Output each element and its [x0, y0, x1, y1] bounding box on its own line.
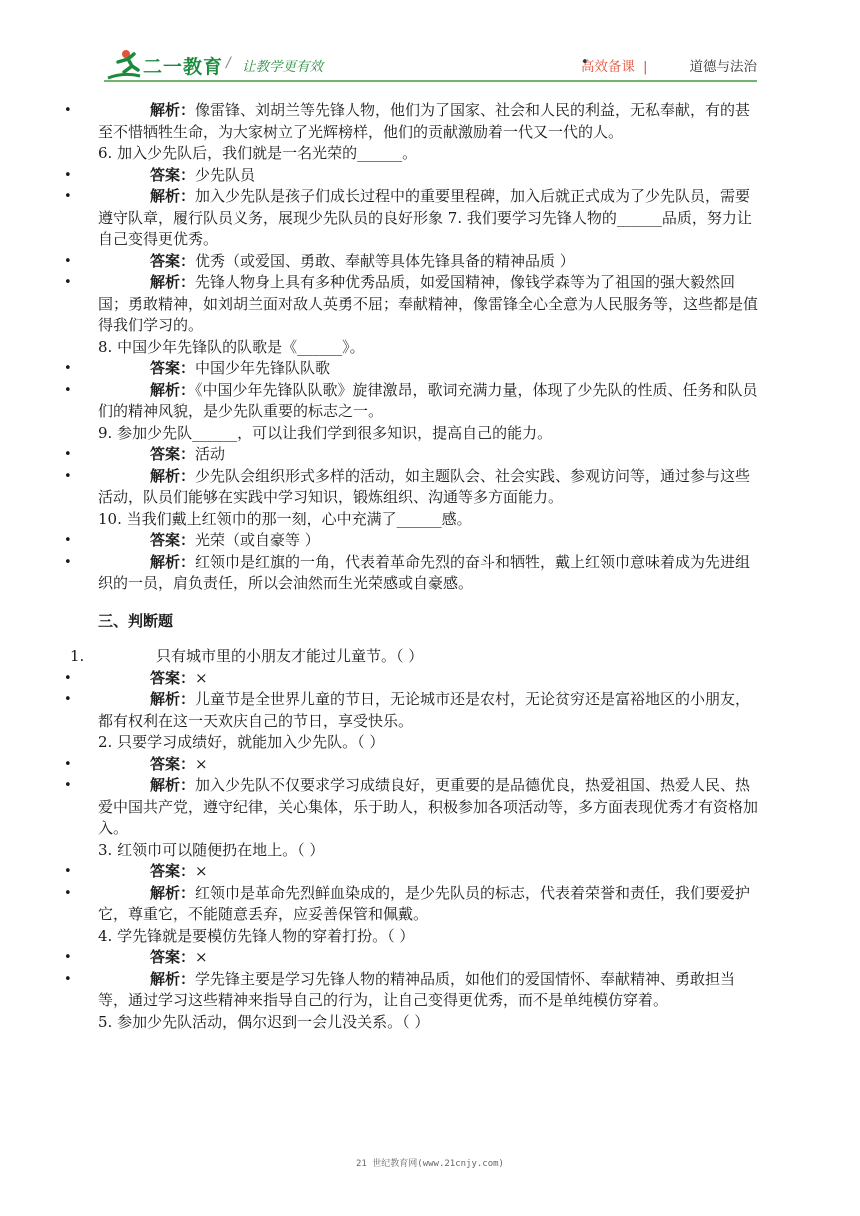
question-item: 9. 参加少先队______，可以让我们学到很多知识，提高自己的能力。	[98, 423, 553, 442]
item-text: ×	[195, 862, 208, 880]
analysis-item	[64, 100, 764, 143]
question-item: 5. 参加少先队活动，偶尔迟到一会儿没关系。（ ）	[98, 1012, 430, 1031]
analysis-item	[64, 272, 764, 337]
question-item: 6. 加入少先队后，我们就是一名光荣的______。	[98, 144, 418, 162]
answer-item	[64, 444, 764, 466]
slogan-separator: /	[226, 55, 231, 71]
item-label: 解析：	[150, 969, 196, 988]
item-text: 儿童节是全世界儿童的节日，无论城市还是农村，无论贫穷还是富裕地区的小朋友，都有权利在这一天欢庆自己的节日，享受快乐。	[98, 690, 751, 730]
item-text: 红领巾是红旗的一角，代表着革命先烈的奋斗和牺牲，戴上红领巾意味着成为先进组织的一员，肩负责任，所以会油然而生光荣感或自豪感。	[98, 552, 751, 592]
item-text: 先锋人物身上具有多种优秀品质，如爱国精神，像钱学森等为了祖国的强大毅然回国；勇敢精神，如刘胡兰面对敌人英勇不屈；奉献精神，像雷锋全心全意为人民服务等，这些都是值得我们学习的。	[98, 273, 759, 334]
document-body	[64, 100, 764, 1033]
item-text: 优秀（或爱国、勇敢、奉献等具体先锋具备的精神品质 ）	[195, 251, 575, 270]
item-text: ×	[195, 754, 208, 773]
analysis-item	[64, 689, 764, 732]
item-label: 解析：	[150, 273, 196, 291]
item-text: ×	[195, 948, 208, 966]
question-item	[64, 646, 764, 668]
slogan: 让教学更有效	[242, 59, 323, 75]
item-text: ×	[195, 668, 208, 687]
question-number: 1.	[70, 647, 85, 665]
item-text: 《中国少年先锋队队歌》旋律激昂，歌词充满力量，体现了少先队的性质、任务和队员们的精神风貌，是少先队重要的标志之一。	[98, 380, 758, 420]
item-text: 加入少先队是孩子们成长过程中的重要里程碑，加入后就正式成为了少先队员，需要遵守队章，履行队员义务，展现少先队员的良好形象 7. 我们要学习先锋人物的______品质，努力让自己变得更优秀。	[98, 187, 752, 248]
item-text: 学先锋主要是学习先锋人物的精神品质，如他们的爱国情怀、奉献精神、勇敢担当等，通过学习这些精神来指导自己的行为，让自己变得更优秀，而不是单纯模仿穿着。	[98, 969, 736, 1009]
header-tag: 高效备课	[580, 59, 635, 75]
question-item: 2. 只要学习成绩好，就能加入少先队。（ ）	[98, 733, 385, 751]
answer-item	[64, 251, 764, 273]
header-divider: |	[642, 59, 648, 75]
section-heading: 三、判断题	[98, 611, 174, 630]
answer-item	[64, 358, 764, 380]
header-rule	[104, 80, 757, 82]
item-label: 解析：	[150, 690, 196, 708]
item-label: 答案：	[150, 862, 196, 880]
item-text: 红领巾是革命先烈鲜血染成的，是少先队员的标志，代表着荣誉和责任，我们要爱护它，尊重它，不能随意丢弃，应妥善保管和佩戴。	[98, 883, 751, 923]
item-label: 答案：	[150, 165, 196, 184]
analysis-item	[64, 552, 764, 595]
item-label: 答案：	[150, 948, 196, 966]
item-text: 活动	[195, 445, 226, 463]
item-label: 答案：	[150, 251, 196, 270]
item-label: 答案：	[150, 668, 196, 687]
question-item: 10. 当我们戴上红领巾的那一刻，心中充满了______感。	[98, 509, 472, 528]
item-text: 像雷锋、刘胡兰等先锋人物，他们为了国家、社会和人民的利益，无私奉献，有的甚至不惜牺牲生命，为大家树立了光辉榜样，他们的贡献激励着一代又一代的人。	[98, 101, 751, 141]
item-text: 少先队会组织形式多样的活动，如主题队会、社会实践、参观访问等，通过参与这些活动，队员们能够在实践中学习知识，锻炼组织、沟通等多方面能力。	[98, 466, 751, 506]
item-label: 解析：	[150, 883, 196, 902]
item-label: 解析：	[150, 466, 196, 485]
item-label: 解析：	[150, 776, 196, 794]
answer-item	[64, 947, 764, 969]
analysis-item	[64, 775, 764, 840]
item-text: 少先队员	[195, 165, 256, 184]
header-right	[581, 55, 757, 75]
question-item: 8. 中国少年先锋队的队歌是《______》。	[98, 337, 365, 356]
answer-item	[64, 861, 764, 883]
analysis-item	[64, 466, 764, 509]
item-label: 答案：	[150, 445, 196, 463]
analysis-item	[64, 380, 764, 423]
header-subject: • 道德与法治	[656, 59, 758, 75]
answer-item	[64, 530, 764, 552]
item-label: 解析：	[150, 552, 196, 571]
item-label: 答案：	[150, 531, 196, 549]
logo-text: 二一教育	[143, 56, 224, 78]
question-text: 只有城市里的小朋友才能过儿童节。（ ）	[156, 647, 424, 665]
page-header	[0, 0, 860, 88]
page-footer: 21 世纪教育网(www.21cnjy.com)	[356, 1159, 504, 1169]
item-label: 答案：	[150, 359, 196, 377]
item-text: 中国少年先锋队队歌	[195, 359, 331, 377]
analysis-item	[64, 186, 764, 251]
item-label: 解析：	[150, 380, 196, 399]
item-label: 解析：	[150, 101, 196, 119]
item-label: 答案：	[150, 754, 196, 773]
answer-item	[64, 668, 764, 690]
item-text: 加入少先队不仅要求学习成绩良好，更重要的是品德优良，热爱祖国、热爱人民、热爱中国共产党，遵守纪律，关心集体，乐于助人，积极参加各项活动等，多方面表现优秀才有资格加入。	[98, 776, 759, 837]
analysis-item	[64, 969, 764, 1012]
question-item: 3. 红领巾可以随便扔在地上。（ ）	[98, 840, 325, 859]
item-label: 解析：	[150, 187, 196, 205]
item-text: 光荣（或自豪等 ）	[195, 531, 320, 549]
answer-item	[64, 165, 764, 187]
question-item: 4. 学先锋就是要模仿先锋人物的穿着打扮。（ ）	[98, 926, 415, 945]
answer-item	[64, 754, 764, 776]
analysis-item	[64, 883, 764, 926]
